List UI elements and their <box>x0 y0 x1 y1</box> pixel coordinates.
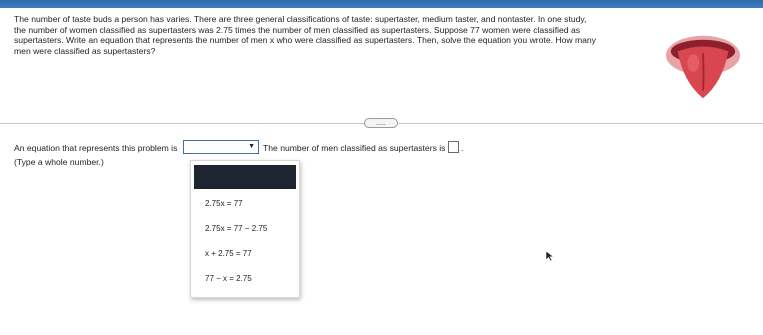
problem-line: The number of taste buds a person has varies. There are three general classifications of taste: supertaster, medium taster, and nontaster. In one study, <box>14 14 587 24</box>
dropdown-highlighted-option[interactable] <box>194 165 296 189</box>
expand-more-button[interactable]: ..... <box>364 118 398 128</box>
problem-line: supertasters. Write an equation that represents the number of men x who were classified as supertasters. Then, solve the equation you wrote. How many <box>14 35 596 46</box>
equation-dropdown[interactable] <box>183 140 259 154</box>
dropdown-option[interactable]: 77 − x = 2.75 <box>205 274 252 283</box>
problem-statement <box>14 14 654 56</box>
problem-line: men were classified as supertasters? <box>14 45 156 56</box>
question-suffix: . <box>461 143 464 153</box>
dropdown-option[interactable]: x + 2.75 = 77 <box>205 249 252 258</box>
type-note: (Type a whole number.) <box>14 157 104 167</box>
problem-line: the number of women classified as supertasters was 2.75 times the number of men classified as supertasters. Suppose 77 women were classified as <box>14 24 581 35</box>
answer-input[interactable] <box>448 141 459 153</box>
top-bar <box>0 0 763 8</box>
question-middle: The number of men classified as supertasters is <box>263 143 446 153</box>
dropdown-arrow-icon: ▼ <box>248 143 255 150</box>
mouse-cursor-icon <box>546 251 554 261</box>
dropdown-menu <box>190 160 300 298</box>
dropdown-option[interactable]: 2.75x = 77 − 2.75 <box>205 224 268 233</box>
tongue-illustration <box>664 28 742 106</box>
dropdown-option[interactable]: 2.75x = 77 <box>205 199 243 208</box>
question-prefix: An equation that represents this problem is <box>14 143 178 153</box>
